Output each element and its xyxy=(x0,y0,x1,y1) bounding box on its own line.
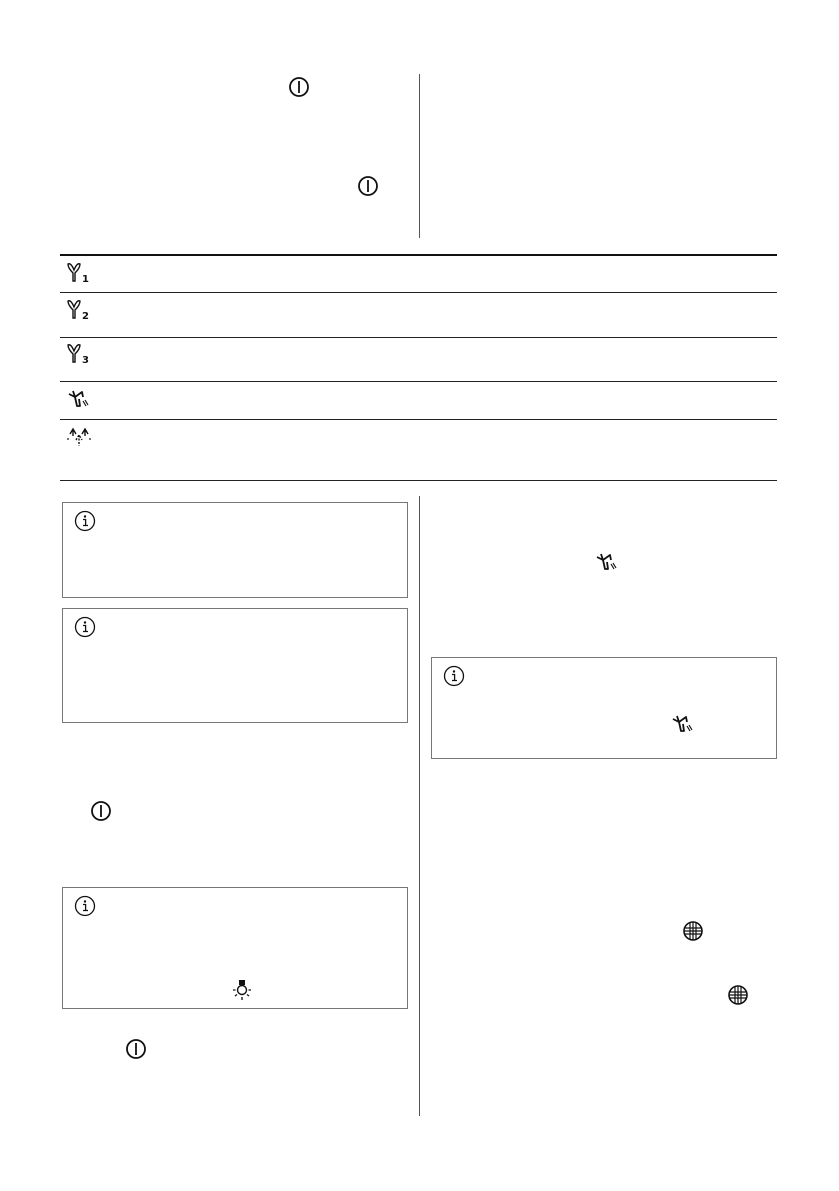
power-icon xyxy=(90,800,112,822)
fan-speed-2-icon xyxy=(65,298,91,322)
grease-filter-icon xyxy=(682,920,704,942)
info-note-box xyxy=(431,657,777,759)
column-divider-bottom xyxy=(419,496,420,1116)
info-icon xyxy=(74,895,96,917)
table-row-rule xyxy=(60,292,777,293)
grease-filter-icon xyxy=(727,984,749,1006)
info-note-box xyxy=(62,887,408,1009)
info-note-box xyxy=(62,502,408,598)
power-icon xyxy=(288,76,310,98)
svg-text:3: 3 xyxy=(82,355,89,366)
power-icon xyxy=(357,175,379,197)
breeze-fan-icon xyxy=(594,551,618,573)
breeze-fan-icon xyxy=(670,713,694,735)
info-icon xyxy=(74,510,96,532)
info-note-box xyxy=(62,608,408,723)
info-icon xyxy=(443,665,465,687)
table-top-rule xyxy=(60,254,777,256)
svg-text:2: 2 xyxy=(82,311,89,322)
table-row-rule xyxy=(60,419,777,420)
table-row-rule xyxy=(60,381,777,382)
light-icon xyxy=(230,978,254,1002)
power-icon xyxy=(125,1038,147,1060)
svg-text:1: 1 xyxy=(82,274,89,285)
table-row-rule xyxy=(60,337,777,338)
info-icon xyxy=(74,616,96,638)
breeze-fan-icon xyxy=(66,388,90,410)
column-divider-top xyxy=(419,74,420,238)
fan-speed-3-icon xyxy=(65,342,91,366)
fan-speed-1-icon xyxy=(65,261,91,285)
intensive-icon xyxy=(66,424,92,448)
table-bottom-rule xyxy=(60,480,777,481)
